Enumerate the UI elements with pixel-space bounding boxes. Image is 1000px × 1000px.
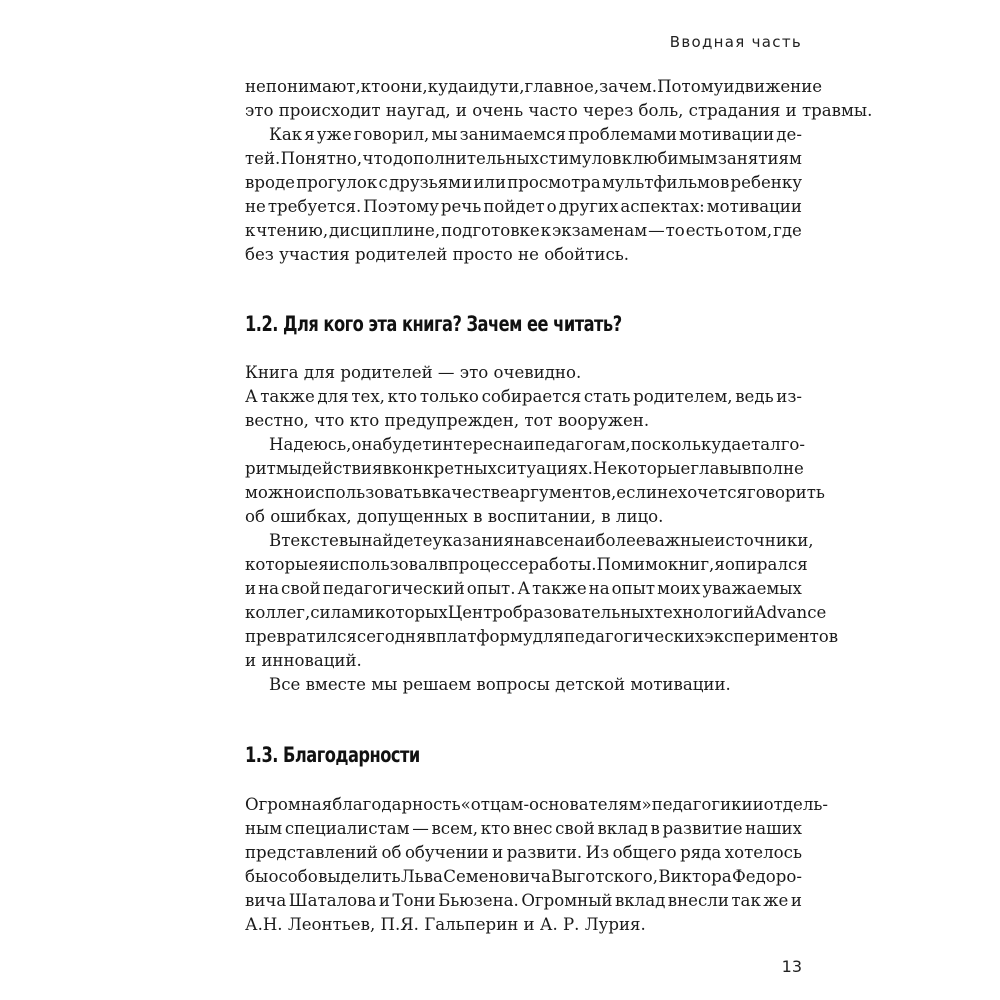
text-line: вича Шаталова и Тони Бьюзена. Огромный вклад внесли так же и	[245, 891, 802, 910]
text-line: об ошибках, допущенных в воспитании, в лицо.	[245, 507, 664, 526]
page-number: 13	[781, 957, 802, 976]
text-line: В тексте вы найдете указания на все наиболее важные источники,	[269, 531, 814, 550]
text-line: и на свой педагогический опыт. А также на опыт моих уважаемых	[245, 579, 802, 598]
text-line: А также для тех, кто только собирается стать родителем, ведь из-	[245, 387, 802, 406]
section-heading-1-3: 1.3. Благодарности	[245, 743, 420, 767]
text-line: Надеюсь, она будет интересна и педагогам, поскольку дает алго-	[269, 435, 805, 454]
text-line: которые я использовал в процессе работы. Помимо книг, я опирался	[245, 555, 808, 574]
text-line: вестно, что кто предупрежден, тот вооружен.	[245, 411, 650, 430]
text-line: коллег, силами которых Центр образовательных технологий Advance	[245, 603, 827, 622]
text-line: и инноваций.	[245, 651, 362, 670]
text-line: тей. Понятно, что дополнительных стимулов к любимым занятиям	[245, 149, 802, 168]
text-line: ритмы действия в конкретных ситуациях. Некоторые главы вполне	[245, 459, 804, 478]
text-line: Огромная благодарность «отцам-основателям» педагогики и отдель-	[245, 795, 829, 814]
text-line: Как я уже говорил, мы занимаемся проблемами мотивации де-	[269, 125, 802, 144]
text-line: не требуется. Поэтому речь пойдет о других аспектах: мотивации	[245, 197, 802, 216]
text-line: превратился сегодня в платформу для педагогических экспериментов	[245, 627, 839, 646]
text-line: это происходит наугад, и очень часто через боль, страдания и травмы.	[245, 101, 873, 120]
text-line: можно использовать в качестве аргументов, если не хочется говорить	[245, 483, 825, 502]
text-line: к чтению, дисциплине, подготовке к экзаменам — то есть о том, где	[245, 221, 802, 240]
text-line: представлений об обучении и развити. Из общего ряда хотелось	[245, 843, 802, 862]
text-line: Все вместе мы решаем вопросы детской мотивации.	[269, 675, 731, 694]
text-line: без участия родителей просто не обойтись.	[245, 245, 630, 264]
text-line: вроде прогулок с друзьями или просмотра мультфильмов ребенку	[245, 173, 802, 192]
running-head: Вводная часть	[669, 33, 802, 51]
text-line: Книга для родителей — это очевидно.	[245, 363, 582, 382]
text-line: бы особо выделить Льва Семеновича Выготского, Виктора Федоро-	[245, 867, 802, 886]
text-line: ным специалистам — всем, кто внес свой вклад в развитие наших	[245, 819, 802, 838]
text-line: не понимают, кто они, куда идут и, главное, зачем. Потому и движение	[245, 77, 823, 96]
text-line: А.Н. Леонтьев, П.Я. Гальперин и А. Р. Лурия.	[245, 915, 646, 934]
section-heading-1-2: 1.2. Для кого эта книга? Зачем ее читать?	[245, 312, 622, 336]
